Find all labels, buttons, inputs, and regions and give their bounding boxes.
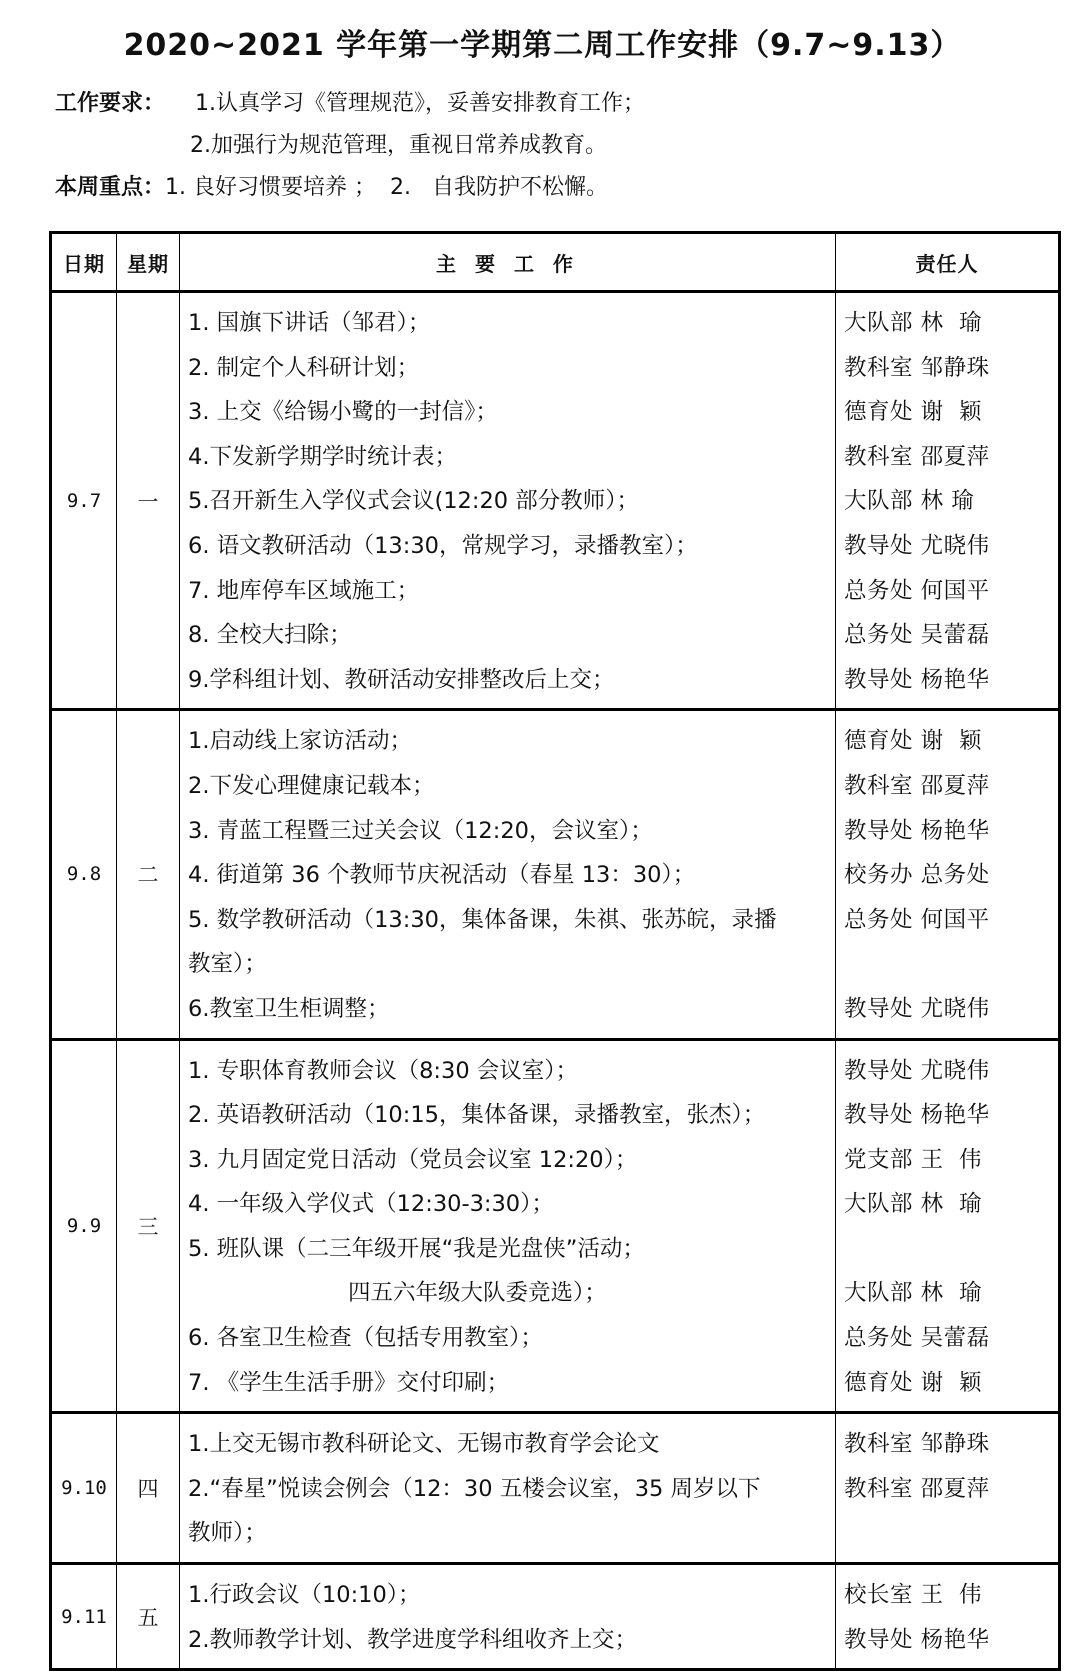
work-item: 2.教师教学计划、教学进度学科组收齐上交； (188, 1626, 637, 1653)
responsible-cell (836, 1564, 1060, 1670)
header-weekday: 星期 (117, 233, 180, 292)
weekday-cell: 五 (117, 1564, 180, 1670)
table-header-row (51, 233, 1060, 292)
work-item: 2.下发心理健康记载本； (188, 772, 435, 799)
responsible-person: 教科室 邹静珠 (844, 354, 990, 381)
work-item: 2. 制定个人科研计划； (188, 354, 420, 381)
work-item: 6. 各室卫生检查（包括专用教室）； (188, 1325, 543, 1352)
date-cell: 9.7 (51, 292, 117, 710)
responsible-cell (836, 292, 1060, 710)
work-item: 1. 专职体育教师会议（8:30 会议室）； (188, 1057, 579, 1084)
responsible-person: 德育处 谢 颖 (844, 399, 982, 426)
responsible-person: 总务处 何国平 (844, 906, 990, 933)
header-date: 日期 (51, 233, 117, 292)
responsible-person (844, 1511, 1058, 1556)
responsible-person: 教科室 邵夏萍 (844, 1475, 990, 1502)
page-title: 2020~2021 学年第一学期第二周工作安排（9.7~9.13） (123, 28, 962, 63)
responsible-person: 德育处 谢 颖 (844, 728, 982, 755)
work-item: 1. 国旗下讲话（邹君）； (188, 310, 431, 336)
table-row (51, 1413, 1060, 1564)
responsible-person: 教科室 邵夏萍 (844, 443, 990, 470)
work-items-cell (180, 1564, 836, 1670)
work-item: 8. 全校大扫除； (188, 622, 352, 649)
responsible-person: 教导处 杨艳华 (844, 1626, 990, 1653)
responsible-cell (836, 1413, 1060, 1564)
work-item: 2.“春星”悦读会例会（12：30 五楼会议室，35 周岁以下 (188, 1475, 761, 1502)
responsible-cell (836, 1039, 1060, 1413)
responsible-person: 总务处 吴蕾磊 (844, 1325, 990, 1352)
table-row (51, 1564, 1060, 1670)
work-items-cell (180, 1413, 836, 1564)
date-cell: 9.8 (51, 710, 117, 1039)
work-item: 四五六年级大队委竞选）； (348, 1280, 607, 1307)
work-item: 5. 数学教研活动（13:30，集体备课，朱祺、张苏皖，录播 (188, 906, 777, 933)
table-body (51, 292, 1060, 1670)
work-item: 6.教室卫生柜调整； (188, 995, 390, 1022)
work-items-cell (180, 710, 836, 1039)
work-item: 7. 《学生生活手册》交付印刷； (188, 1369, 510, 1396)
requirements-row-2 (190, 128, 607, 159)
responsible-person: 校务办 总务处 (844, 862, 990, 889)
work-item: 3. 上交《给锡小鹭的一封信》； (188, 399, 498, 426)
responsible-person: 教科室 邵夏萍 (844, 772, 990, 799)
table-row (51, 710, 1060, 1039)
responsible-person: 教导处 尤晓伟 (844, 1057, 990, 1084)
responsible-person (844, 942, 1058, 987)
requirements-label: 工作要求： (55, 91, 166, 116)
work-item: 3. 九月固定党日活动（党员会议室 12:20）； (188, 1146, 638, 1173)
responsible-person: 大队部 林 瑜 (844, 488, 975, 515)
responsible-person: 大队部 林 瑜 (844, 310, 982, 336)
responsible-person: 党支部 王 伟 (844, 1146, 982, 1173)
requirement-item: 1.认真学习《管理规范》，妥善安排教育工作； (195, 91, 646, 116)
date-cell: 9.9 (51, 1039, 117, 1413)
responsible-person: 教科室 邹静珠 (844, 1431, 990, 1458)
responsible-person: 校长室 王 伟 (844, 1582, 982, 1609)
work-item: 1.启动线上家访活动； (188, 728, 412, 755)
work-item: 教室）； (188, 951, 267, 978)
table-row (51, 1039, 1060, 1413)
work-items-cell (180, 292, 836, 710)
work-item: 教师）； (188, 1520, 267, 1547)
weekday-cell: 二 (117, 710, 180, 1039)
work-item: 9.学科组计划、教研活动安排整改后上交； (188, 666, 615, 693)
responsible-person: 大队部 林 瑜 (844, 1191, 982, 1218)
focus-text: 1. 良好习惯要培养 ； 2. 自我防护不松懈。 (165, 175, 608, 200)
date-cell: 9.10 (51, 1413, 117, 1564)
work-item: 7. 地库停车区域施工； (188, 577, 420, 604)
responsible-person: 教导处 尤晓伟 (844, 995, 990, 1022)
responsible-person (844, 1227, 1058, 1272)
responsible-person: 总务处 何国平 (844, 577, 990, 604)
work-item: 2. 英语教研活动（10:15，集体备课，录播教室，张杰）； (188, 1102, 766, 1129)
weekday-cell: 四 (117, 1413, 180, 1564)
table-row (51, 292, 1060, 710)
work-item: 4.下发新学期学时统计表； (188, 443, 457, 470)
work-item: 5.召开新生入学仪式会议(12:20 部分教师）； (188, 488, 639, 515)
responsible-person: 教导处 尤晓伟 (844, 532, 990, 559)
work-item: 1.行政会议（10:10）； (188, 1582, 421, 1609)
weekday-cell: 三 (117, 1039, 180, 1413)
responsible-person: 大队部 林 瑜 (844, 1280, 982, 1307)
work-items-cell (180, 1039, 836, 1413)
responsible-person: 教导处 杨艳华 (844, 666, 990, 693)
work-item: 4. 一年级入学仪式（12:30-3:30）； (188, 1191, 554, 1218)
work-item: 5. 班队课（二三年级开展“我是光盘侠”活动； (188, 1235, 645, 1262)
weekday-cell: 一 (117, 292, 180, 710)
focus-row (55, 170, 608, 201)
responsible-cell (836, 710, 1060, 1039)
requirements-row-1 (55, 86, 645, 117)
schedule-table (49, 231, 1061, 1671)
date-cell: 9.11 (51, 1564, 117, 1670)
responsible-person: 德育处 谢 颖 (844, 1369, 982, 1396)
responsible-person: 教导处 杨艳华 (844, 817, 990, 844)
responsible-person: 总务处 吴蕾磊 (844, 622, 990, 649)
focus-label: 本周重点： (55, 175, 166, 200)
header-main-work: 主 要 工 作 (180, 233, 836, 292)
requirement-item: 2.加强行为规范管理，重视日常养成教育。 (190, 133, 607, 158)
work-item: 1.上交无锡市教科研论文、无锡市教育学会论文 (188, 1431, 660, 1458)
work-item: 4. 街道第 36 个教师节庆祝活动（春星 13：30）； (188, 862, 696, 889)
work-item: 3. 青蓝工程暨三过关会议（12:20，会议室）； (188, 817, 653, 844)
work-item: 6. 语文教研活动（13:30，常规学习，录播教室）； (188, 532, 698, 559)
responsible-person: 教导处 杨艳华 (844, 1102, 990, 1129)
header-responsible: 责任人 (836, 233, 1060, 292)
